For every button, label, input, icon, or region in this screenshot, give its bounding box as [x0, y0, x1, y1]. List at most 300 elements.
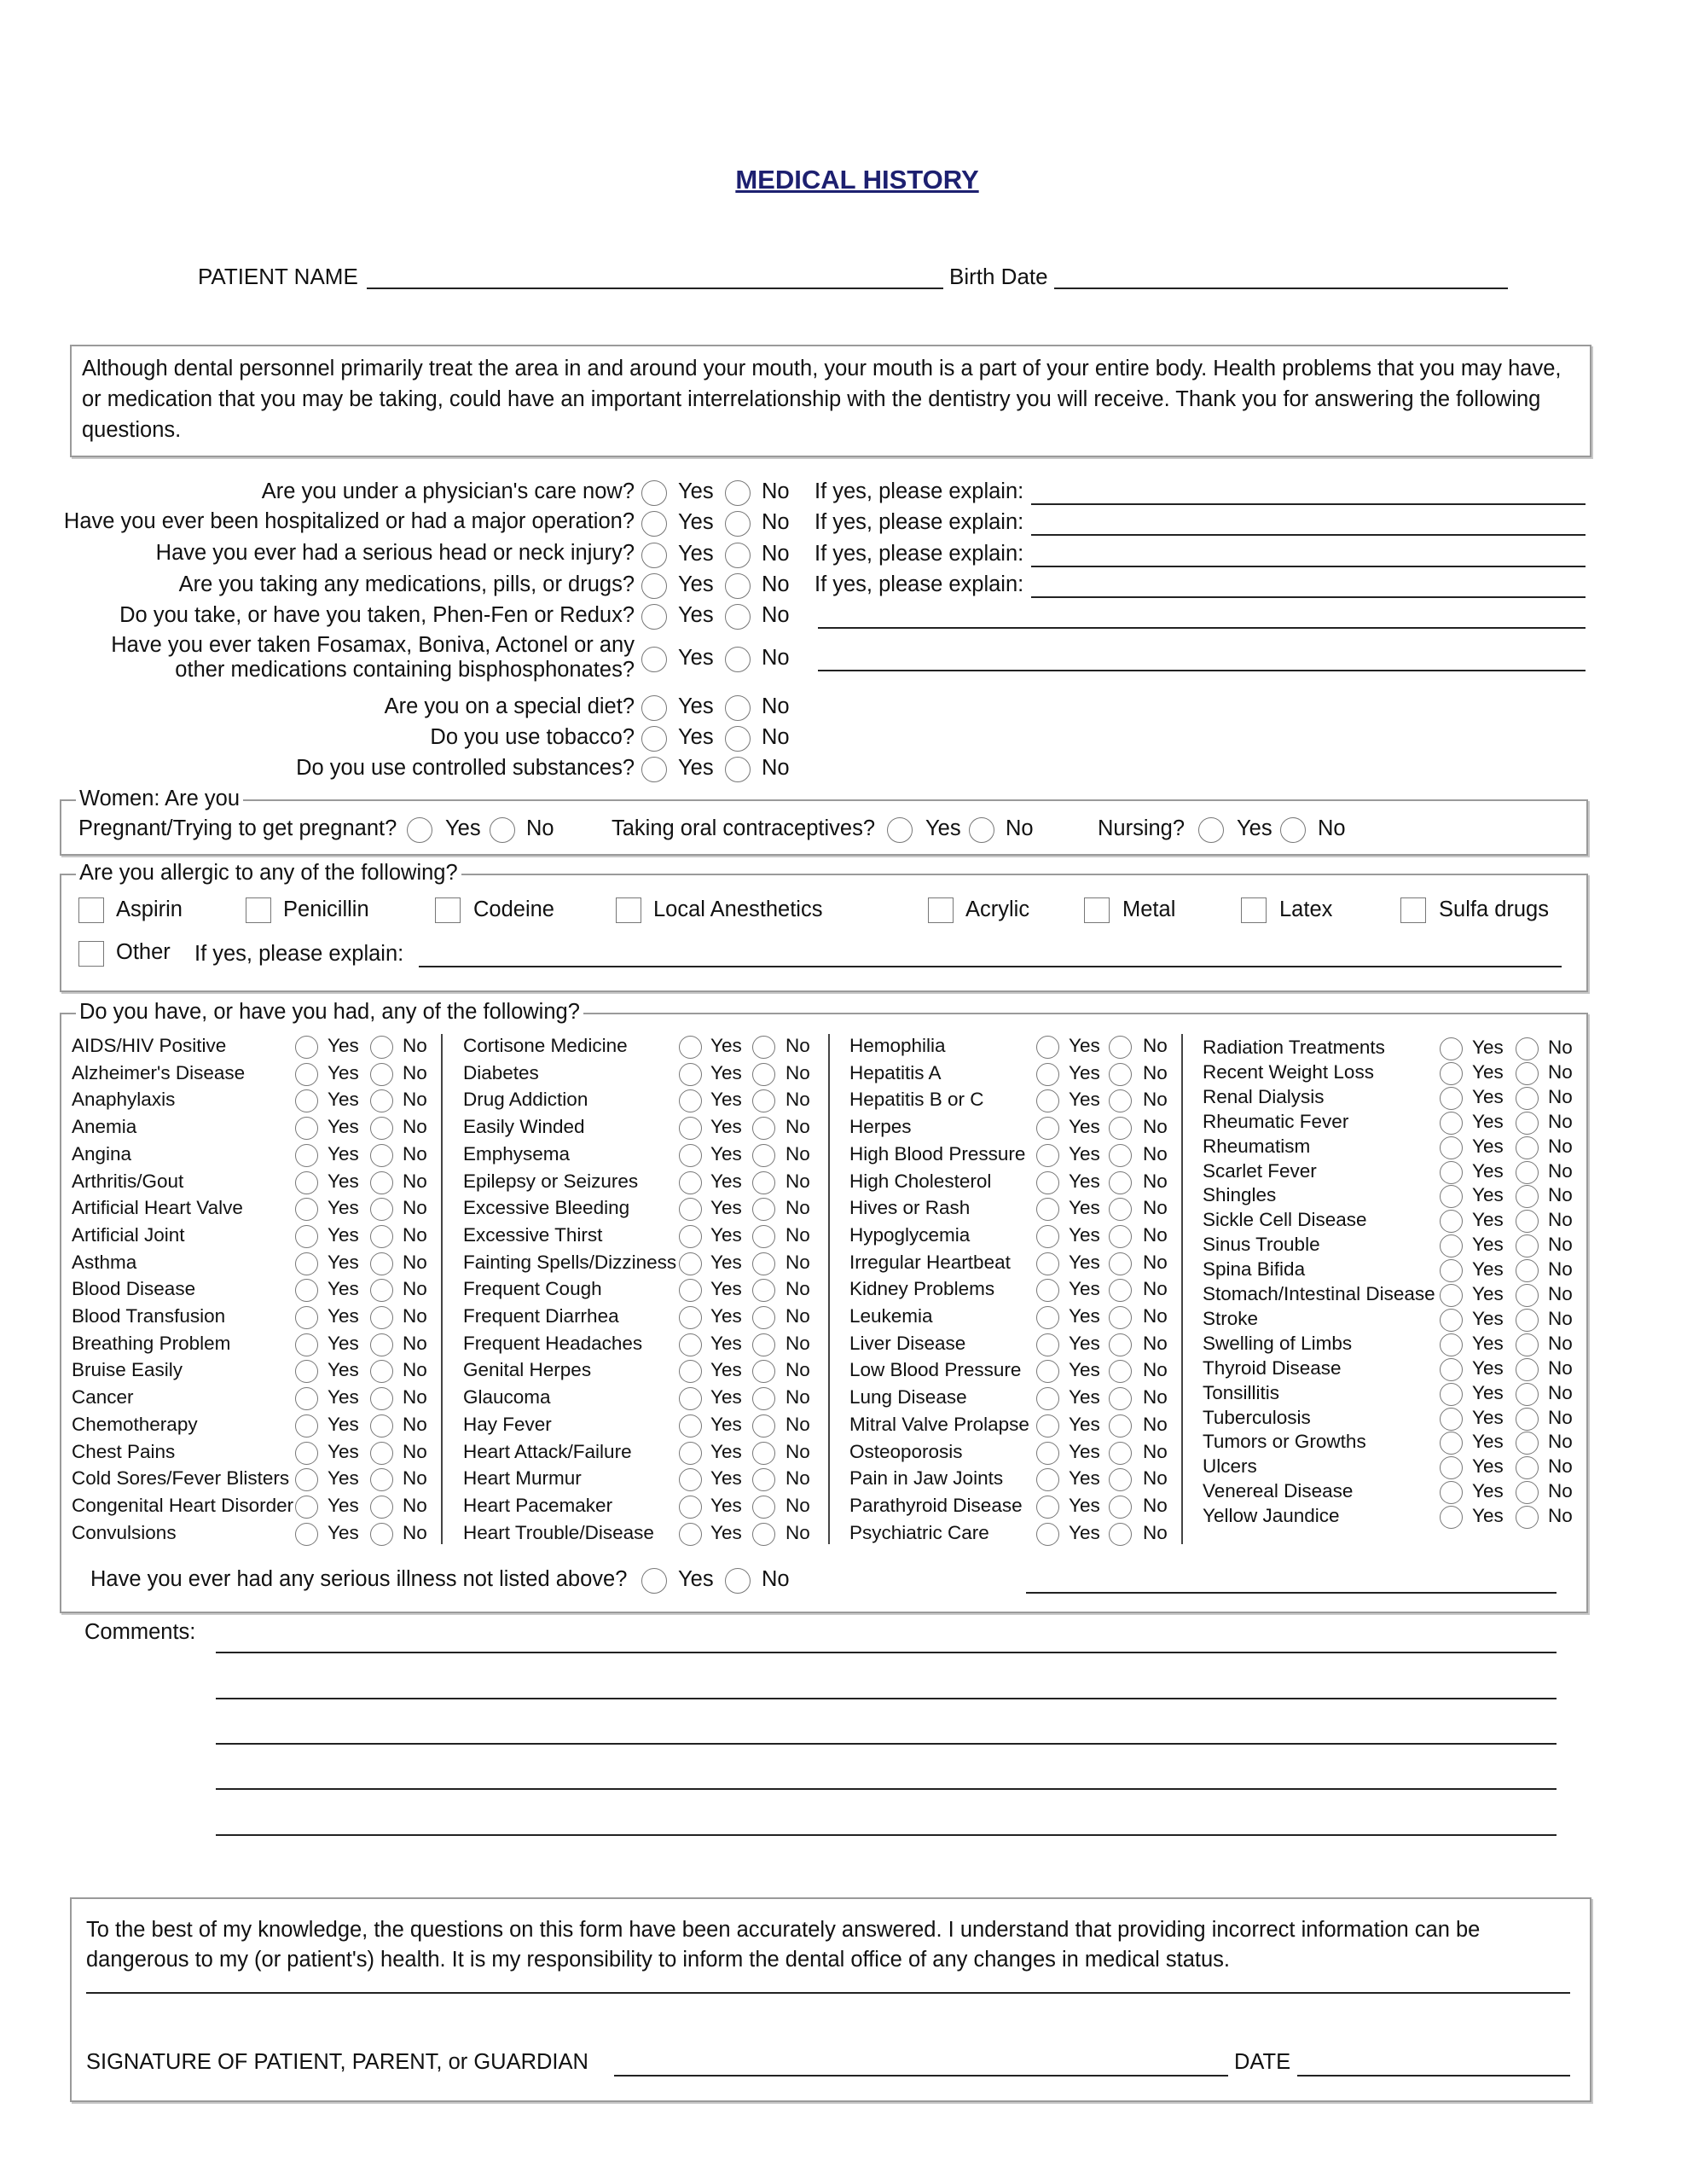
condition-yes-radio[interactable]: [679, 1468, 702, 1491]
birth-date-label: Birth Date: [949, 264, 1048, 289]
condition-no-radio[interactable]: [370, 1387, 393, 1410]
condition-yes-radio[interactable]: [295, 1414, 318, 1438]
no-label: No: [786, 1440, 810, 1462]
no-label: No: [403, 1089, 427, 1111]
condition-no-radio[interactable]: [1516, 1333, 1539, 1356]
no-label: No: [1143, 1061, 1168, 1083]
condition-no-radio[interactable]: [370, 1144, 393, 1167]
condition-no-radio[interactable]: [370, 1306, 393, 1329]
condition-yes-radio[interactable]: [1036, 1468, 1059, 1491]
allergy-checkbox[interactable]: [435, 897, 461, 923]
yes-radio[interactable]: [641, 543, 667, 568]
explain-field[interactable]: [1031, 566, 1586, 567]
condition-yes-radio[interactable]: [1036, 1306, 1059, 1329]
condition-label: Tuberculosis: [1203, 1406, 1311, 1428]
explain-label: If yes, please explain:: [815, 510, 1024, 534]
condition-label: Frequent Diarrhea: [463, 1305, 619, 1327]
yes-label: Yes: [1069, 1278, 1100, 1300]
condition-no-radio[interactable]: [1516, 1259, 1539, 1282]
condition-no-radio[interactable]: [752, 1387, 775, 1410]
comments-line[interactable]: [216, 1834, 1557, 1836]
no-label: No: [403, 1494, 427, 1516]
no-radio[interactable]: [725, 757, 751, 782]
allergy-checkbox[interactable]: [1400, 897, 1426, 923]
condition-label: Hemophilia: [849, 1035, 946, 1056]
condition-no-radio[interactable]: [1109, 1198, 1132, 1221]
condition-yes-radio[interactable]: [1036, 1198, 1059, 1221]
condition-yes-radio[interactable]: [1440, 1408, 1463, 1431]
allergy-legend: Are you allergic to any of the following?: [76, 861, 461, 886]
condition-no-radio[interactable]: [1109, 1442, 1132, 1465]
question-label: other medications containing bisphosphonates?: [175, 658, 635, 682]
condition-no-radio[interactable]: [370, 1468, 393, 1491]
condition-no-radio[interactable]: [1109, 1414, 1132, 1438]
condition-yes-radio[interactable]: [295, 1333, 318, 1356]
no-label: No: [403, 1521, 427, 1543]
yes-label: Yes: [678, 1567, 714, 1591]
no-label: No: [403, 1061, 427, 1083]
no-label: No: [1548, 1283, 1573, 1304]
condition-no-radio[interactable]: [1109, 1523, 1132, 1546]
condition-label: Liver Disease: [849, 1332, 966, 1354]
condition-yes-radio[interactable]: [1440, 1062, 1463, 1085]
condition-label: Blood Disease: [72, 1278, 196, 1300]
condition-yes-radio[interactable]: [1036, 1036, 1059, 1059]
yes-label: Yes: [1069, 1386, 1100, 1409]
condition-yes-radio[interactable]: [1036, 1252, 1059, 1275]
condition-no-radio[interactable]: [370, 1198, 393, 1221]
condition-yes-radio[interactable]: [679, 1523, 702, 1546]
yes-radio[interactable]: [641, 511, 667, 537]
condition-no-radio[interactable]: [370, 1252, 393, 1275]
yes-label: Yes: [710, 1386, 742, 1409]
condition-yes-radio[interactable]: [295, 1468, 318, 1491]
condition-label: Emphysema: [463, 1142, 571, 1165]
condition-no-radio[interactable]: [1516, 1112, 1539, 1135]
condition-label: Frequent Cough: [463, 1278, 602, 1300]
condition-no-radio[interactable]: [752, 1414, 775, 1438]
condition-no-radio[interactable]: [1109, 1252, 1132, 1275]
yes-label: Yes: [328, 1251, 359, 1273]
condition-yes-radio[interactable]: [1440, 1234, 1463, 1258]
condition-no-radio[interactable]: [752, 1523, 775, 1546]
condition-label: High Cholesterol: [849, 1170, 992, 1192]
condition-no-radio[interactable]: [1109, 1225, 1132, 1248]
date-label: DATE: [1234, 2050, 1291, 2074]
condition-yes-radio[interactable]: [295, 1306, 318, 1329]
condition-yes-radio[interactable]: [295, 1387, 318, 1410]
condition-label: Chest Pains: [72, 1440, 176, 1462]
allergy-checkbox[interactable]: [78, 897, 104, 923]
condition-yes-radio[interactable]: [295, 1442, 318, 1465]
yes-label: Yes: [710, 1089, 742, 1111]
no-label: No: [1143, 1251, 1168, 1273]
condition-yes-radio[interactable]: [1036, 1442, 1059, 1465]
condition-yes-radio[interactable]: [1036, 1063, 1059, 1086]
no-radio[interactable]: [725, 543, 751, 568]
nursing-yes-radio[interactable]: [1198, 817, 1224, 843]
condition-no-radio[interactable]: [752, 1496, 775, 1519]
date-field[interactable]: [1297, 2075, 1570, 2077]
no-radio[interactable]: [725, 511, 751, 537]
yes-label: Yes: [1472, 1406, 1504, 1428]
condition-no-radio[interactable]: [752, 1333, 775, 1356]
condition-no-radio[interactable]: [752, 1198, 775, 1221]
allergy-checkbox[interactable]: [928, 897, 954, 923]
other-illness-field[interactable]: [1026, 1592, 1557, 1594]
no-label: No: [403, 1413, 427, 1435]
no-label: No: [1548, 1480, 1573, 1502]
condition-no-radio[interactable]: [370, 1523, 393, 1546]
condition-no-radio[interactable]: [1109, 1171, 1132, 1194]
condition-no-radio[interactable]: [370, 1442, 393, 1465]
no-radio[interactable]: [725, 647, 751, 672]
yes-label: Yes: [678, 603, 714, 627]
condition-yes-radio[interactable]: [295, 1523, 318, 1546]
condition-no-radio[interactable]: [1516, 1309, 1539, 1332]
allergy-checkbox[interactable]: [1084, 897, 1110, 923]
no-label: No: [1143, 1359, 1168, 1381]
intro-text: Although dental personnel primarily treat the area in and around your mouth, your mouth is a part of your entire body. Health problems that you may have, or medication that you may be taking, could have an important interrelationship with the dentistry you will receive. Thank you for answering the following questions.: [82, 357, 1562, 442]
no-label: No: [1143, 1170, 1168, 1192]
yes-label: Yes: [710, 1467, 742, 1490]
yes-label: Yes: [445, 816, 481, 840]
condition-no-radio[interactable]: [370, 1063, 393, 1086]
explain-field[interactable]: [1031, 596, 1586, 598]
condition-no-radio[interactable]: [1109, 1063, 1132, 1086]
condition-label: Frequent Headaches: [463, 1332, 643, 1354]
yes-radio[interactable]: [641, 757, 667, 782]
allergy-label: Acrylic: [965, 897, 1030, 921]
condition-label: AIDS/HIV Positive: [72, 1035, 227, 1056]
condition-no-radio[interactable]: [1109, 1306, 1132, 1329]
no-radio[interactable]: [725, 604, 751, 630]
yes-label: Yes: [1472, 1037, 1504, 1058]
condition-yes-radio[interactable]: [1036, 1387, 1059, 1410]
condition-no-radio[interactable]: [1516, 1136, 1539, 1159]
condition-label: Excessive Thirst: [463, 1223, 603, 1246]
allergy-checkbox[interactable]: [1241, 897, 1267, 923]
condition-yes-radio[interactable]: [679, 1063, 702, 1086]
allergy-other-checkbox[interactable]: [78, 941, 104, 967]
condition-yes-radio[interactable]: [1440, 1358, 1463, 1381]
condition-no-radio[interactable]: [370, 1117, 393, 1140]
condition-yes-radio[interactable]: [1440, 1112, 1463, 1135]
condition-no-radio[interactable]: [370, 1036, 393, 1059]
condition-no-radio[interactable]: [752, 1171, 775, 1194]
condition-yes-radio[interactable]: [1036, 1117, 1059, 1140]
condition-label: Heart Murmur: [463, 1467, 582, 1490]
condition-yes-radio[interactable]: [295, 1171, 318, 1194]
condition-label: Lung Disease: [849, 1386, 967, 1409]
no-radio[interactable]: [725, 573, 751, 599]
condition-yes-radio[interactable]: [295, 1144, 318, 1167]
yes-radio[interactable]: [641, 604, 667, 630]
yes-label: Yes: [328, 1116, 359, 1138]
condition-label: Parathyroid Disease: [849, 1494, 1023, 1516]
condition-no-radio[interactable]: [1516, 1087, 1539, 1110]
allergy-label: Aspirin: [116, 897, 183, 921]
yes-label: Yes: [1069, 1359, 1100, 1381]
condition-no-radio[interactable]: [752, 1306, 775, 1329]
condition-yes-radio[interactable]: [1440, 1087, 1463, 1110]
condition-no-radio[interactable]: [370, 1171, 393, 1194]
yes-label: Yes: [1069, 1251, 1100, 1273]
condition-yes-radio[interactable]: [295, 1198, 318, 1221]
condition-no-radio[interactable]: [1516, 1408, 1539, 1431]
condition-yes-radio[interactable]: [1440, 1506, 1463, 1529]
condition-yes-radio[interactable]: [1440, 1284, 1463, 1307]
condition-yes-radio[interactable]: [679, 1198, 702, 1221]
condition-no-radio[interactable]: [752, 1063, 775, 1086]
condition-no-radio[interactable]: [1516, 1037, 1539, 1060]
yes-label: Yes: [1472, 1480, 1504, 1502]
yes-label: Yes: [678, 646, 714, 670]
condition-no-radio[interactable]: [1109, 1496, 1132, 1519]
condition-yes-radio[interactable]: [679, 1414, 702, 1438]
condition-label: Irregular Heartbeat: [849, 1251, 1011, 1273]
condition-label: Pain in Jaw Joints: [849, 1467, 1004, 1490]
condition-yes-radio[interactable]: [1440, 1309, 1463, 1332]
condition-yes-radio[interactable]: [679, 1496, 702, 1519]
condition-label: Chemotherapy: [72, 1413, 198, 1435]
condition-yes-radio[interactable]: [1440, 1259, 1463, 1282]
condition-no-radio[interactable]: [1109, 1387, 1132, 1410]
explain-field[interactable]: [1031, 503, 1586, 505]
no-label: No: [403, 1116, 427, 1138]
condition-yes-radio[interactable]: [1440, 1161, 1463, 1184]
conditions-section: [60, 1013, 1588, 1613]
no-label: No: [762, 694, 790, 718]
no-label: No: [786, 1494, 810, 1516]
yes-radio[interactable]: [641, 573, 667, 599]
condition-yes-radio[interactable]: [1440, 1136, 1463, 1159]
no-label: No: [1548, 1258, 1573, 1281]
no-label: No: [1143, 1440, 1168, 1462]
yes-label: Yes: [1069, 1305, 1100, 1327]
no-label: No: [403, 1386, 427, 1409]
no-label: No: [786, 1305, 810, 1327]
condition-label: Kidney Problems: [849, 1278, 995, 1300]
condition-yes-radio[interactable]: [1036, 1496, 1059, 1519]
condition-no-radio[interactable]: [1516, 1161, 1539, 1184]
no-radio[interactable]: [725, 480, 751, 506]
yes-radio[interactable]: [641, 647, 667, 672]
condition-yes-radio[interactable]: [1036, 1523, 1059, 1546]
condition-yes-radio[interactable]: [1036, 1144, 1059, 1167]
condition-yes-radio[interactable]: [295, 1225, 318, 1248]
allergy-label: Metal: [1122, 897, 1176, 921]
no-label: No: [1006, 816, 1034, 840]
condition-no-radio[interactable]: [1109, 1144, 1132, 1167]
condition-label: Osteoporosis: [849, 1440, 963, 1462]
condition-no-radio[interactable]: [1516, 1234, 1539, 1258]
no-label: No: [526, 816, 554, 840]
no-label: No: [1143, 1116, 1168, 1138]
condition-label: Epilepsy or Seizures: [463, 1170, 639, 1192]
condition-no-radio[interactable]: [1516, 1284, 1539, 1307]
yes-label: Yes: [710, 1223, 742, 1246]
yes-radio[interactable]: [641, 695, 667, 721]
condition-label: Stomach/Intestinal Disease: [1203, 1283, 1435, 1304]
allergy-label: Local Anesthetics: [653, 897, 823, 921]
no-label: No: [403, 1197, 427, 1219]
patient-name-field[interactable]: [367, 288, 943, 289]
condition-yes-radio[interactable]: [1440, 1481, 1463, 1504]
yes-label: Yes: [678, 694, 714, 718]
condition-label: Sinus Trouble: [1203, 1234, 1320, 1256]
nursing-no-radio[interactable]: [1280, 817, 1306, 843]
yes-label: Yes: [710, 1061, 742, 1083]
birth-date-field[interactable]: [1054, 288, 1508, 289]
condition-no-radio[interactable]: [1516, 1062, 1539, 1085]
condition-label: Scarlet Fever: [1203, 1159, 1317, 1182]
comments-line[interactable]: [216, 1743, 1557, 1745]
condition-yes-radio[interactable]: [679, 1306, 702, 1329]
comments-line[interactable]: [216, 1652, 1557, 1653]
condition-yes-radio[interactable]: [1440, 1037, 1463, 1060]
allergy-explain-field[interactable]: [419, 966, 1562, 967]
condition-yes-radio[interactable]: [295, 1117, 318, 1140]
condition-label: Fainting Spells/Dizziness: [463, 1251, 677, 1273]
yes-label: Yes: [1069, 1061, 1100, 1083]
yes-radio[interactable]: [641, 726, 667, 752]
allergy-checkbox[interactable]: [246, 897, 271, 923]
other-illness-question: Have you ever had any serious illness not listed above?: [90, 1567, 628, 1591]
condition-yes-radio[interactable]: [679, 1171, 702, 1194]
condition-no-radio[interactable]: [1109, 1333, 1132, 1356]
yes-label: Yes: [1069, 1089, 1100, 1111]
yes-label: Yes: [1237, 816, 1272, 840]
condition-label: Artificial Heart Valve: [72, 1197, 243, 1219]
condition-yes-radio[interactable]: [679, 1036, 702, 1059]
no-label: No: [786, 1359, 810, 1381]
yes-label: Yes: [328, 1305, 359, 1327]
condition-no-radio[interactable]: [1109, 1468, 1132, 1491]
condition-no-radio[interactable]: [1516, 1383, 1539, 1406]
condition-yes-radio[interactable]: [1440, 1383, 1463, 1406]
condition-no-radio[interactable]: [752, 1225, 775, 1248]
pregnant-no-radio[interactable]: [490, 817, 515, 843]
yes-label: Yes: [328, 1467, 359, 1490]
condition-yes-radio[interactable]: [1036, 1414, 1059, 1438]
condition-yes-radio[interactable]: [295, 1036, 318, 1059]
no-label: No: [1143, 1223, 1168, 1246]
question-label: Are you under a physician's care now?: [261, 479, 635, 503]
condition-yes-radio[interactable]: [679, 1225, 702, 1248]
condition-no-radio[interactable]: [1109, 1036, 1132, 1059]
yes-label: Yes: [710, 1278, 742, 1300]
condition-no-radio[interactable]: [752, 1036, 775, 1059]
no-label: No: [762, 756, 790, 780]
comments-line[interactable]: [216, 1698, 1557, 1699]
condition-yes-radio[interactable]: [679, 1144, 702, 1167]
pregnant-yes-radio[interactable]: [407, 817, 432, 843]
no-label: No: [762, 1567, 790, 1591]
condition-no-radio[interactable]: [1516, 1481, 1539, 1504]
condition-yes-radio[interactable]: [679, 1387, 702, 1410]
condition-no-radio[interactable]: [370, 1414, 393, 1438]
condition-no-radio[interactable]: [752, 1442, 775, 1465]
condition-yes-radio[interactable]: [679, 1442, 702, 1465]
condition-label: Bruise Easily: [72, 1359, 183, 1381]
yes-label: Yes: [1472, 1135, 1504, 1157]
allergy-section: [60, 874, 1588, 992]
no-label: No: [1548, 1356, 1573, 1379]
no-label: No: [1143, 1413, 1168, 1435]
no-label: No: [403, 1223, 427, 1246]
condition-no-radio[interactable]: [752, 1144, 775, 1167]
no-label: No: [762, 725, 790, 749]
no-label: No: [1548, 1209, 1573, 1231]
patient-name-label: PATIENT NAME: [198, 264, 358, 289]
comments-line[interactable]: [216, 1788, 1557, 1790]
contraceptives-no-radio[interactable]: [969, 817, 994, 843]
yes-label: Yes: [678, 725, 714, 749]
signature-field[interactable]: [614, 2075, 1228, 2077]
condition-yes-radio[interactable]: [295, 1063, 318, 1086]
yes-label: Yes: [1472, 1234, 1504, 1256]
condition-yes-radio[interactable]: [679, 1252, 702, 1275]
condition-no-radio[interactable]: [752, 1468, 775, 1491]
yes-label: Yes: [710, 1170, 742, 1192]
no-label: No: [1143, 1386, 1168, 1409]
question-label: Are you taking any medications, pills, or drugs?: [178, 572, 635, 596]
condition-no-radio[interactable]: [752, 1117, 775, 1140]
condition-yes-radio[interactable]: [295, 1252, 318, 1275]
condition-yes-radio[interactable]: [679, 1333, 702, 1356]
condition-yes-radio[interactable]: [1440, 1333, 1463, 1356]
condition-yes-radio[interactable]: [679, 1117, 702, 1140]
condition-no-radio[interactable]: [370, 1225, 393, 1248]
condition-label: Recent Weight Loss: [1203, 1060, 1374, 1083]
column-divider: [828, 1034, 830, 1544]
allergy-checkbox[interactable]: [616, 897, 641, 923]
yes-label: Yes: [678, 479, 714, 503]
explain-field[interactable]: [818, 627, 1586, 629]
condition-yes-radio[interactable]: [1036, 1225, 1059, 1248]
condition-label: Tonsillitis: [1203, 1381, 1280, 1403]
condition-no-radio[interactable]: [1516, 1358, 1539, 1381]
condition-no-radio[interactable]: [1109, 1117, 1132, 1140]
no-label: No: [1143, 1305, 1168, 1327]
no-label: No: [786, 1061, 810, 1083]
condition-no-radio[interactable]: [1516, 1506, 1539, 1529]
condition-no-radio[interactable]: [752, 1252, 775, 1275]
explain-field[interactable]: [818, 670, 1586, 671]
yes-label: Yes: [1069, 1170, 1100, 1192]
condition-no-radio[interactable]: [370, 1333, 393, 1356]
yes-label: Yes: [1472, 1455, 1504, 1478]
other-illness-no-radio[interactable]: [725, 1568, 751, 1594]
yes-radio[interactable]: [641, 480, 667, 506]
no-radio[interactable]: [725, 726, 751, 752]
no-label: No: [762, 646, 790, 670]
condition-yes-radio[interactable]: [295, 1496, 318, 1519]
yes-label: Yes: [328, 1521, 359, 1543]
condition-no-radio[interactable]: [370, 1496, 393, 1519]
contraceptives-yes-radio[interactable]: [887, 817, 913, 843]
condition-yes-radio[interactable]: [1036, 1171, 1059, 1194]
allergy-label: Penicillin: [283, 897, 369, 921]
explain-field[interactable]: [1031, 534, 1586, 536]
other-illness-yes-radio[interactable]: [641, 1568, 667, 1594]
women-legend: Women: Are you: [76, 787, 243, 811]
no-radio[interactable]: [725, 695, 751, 721]
no-label: No: [762, 542, 790, 566]
condition-yes-radio[interactable]: [1036, 1333, 1059, 1356]
question-label: Do you take, or have you taken, Phen-Fen or Redux?: [119, 603, 635, 627]
